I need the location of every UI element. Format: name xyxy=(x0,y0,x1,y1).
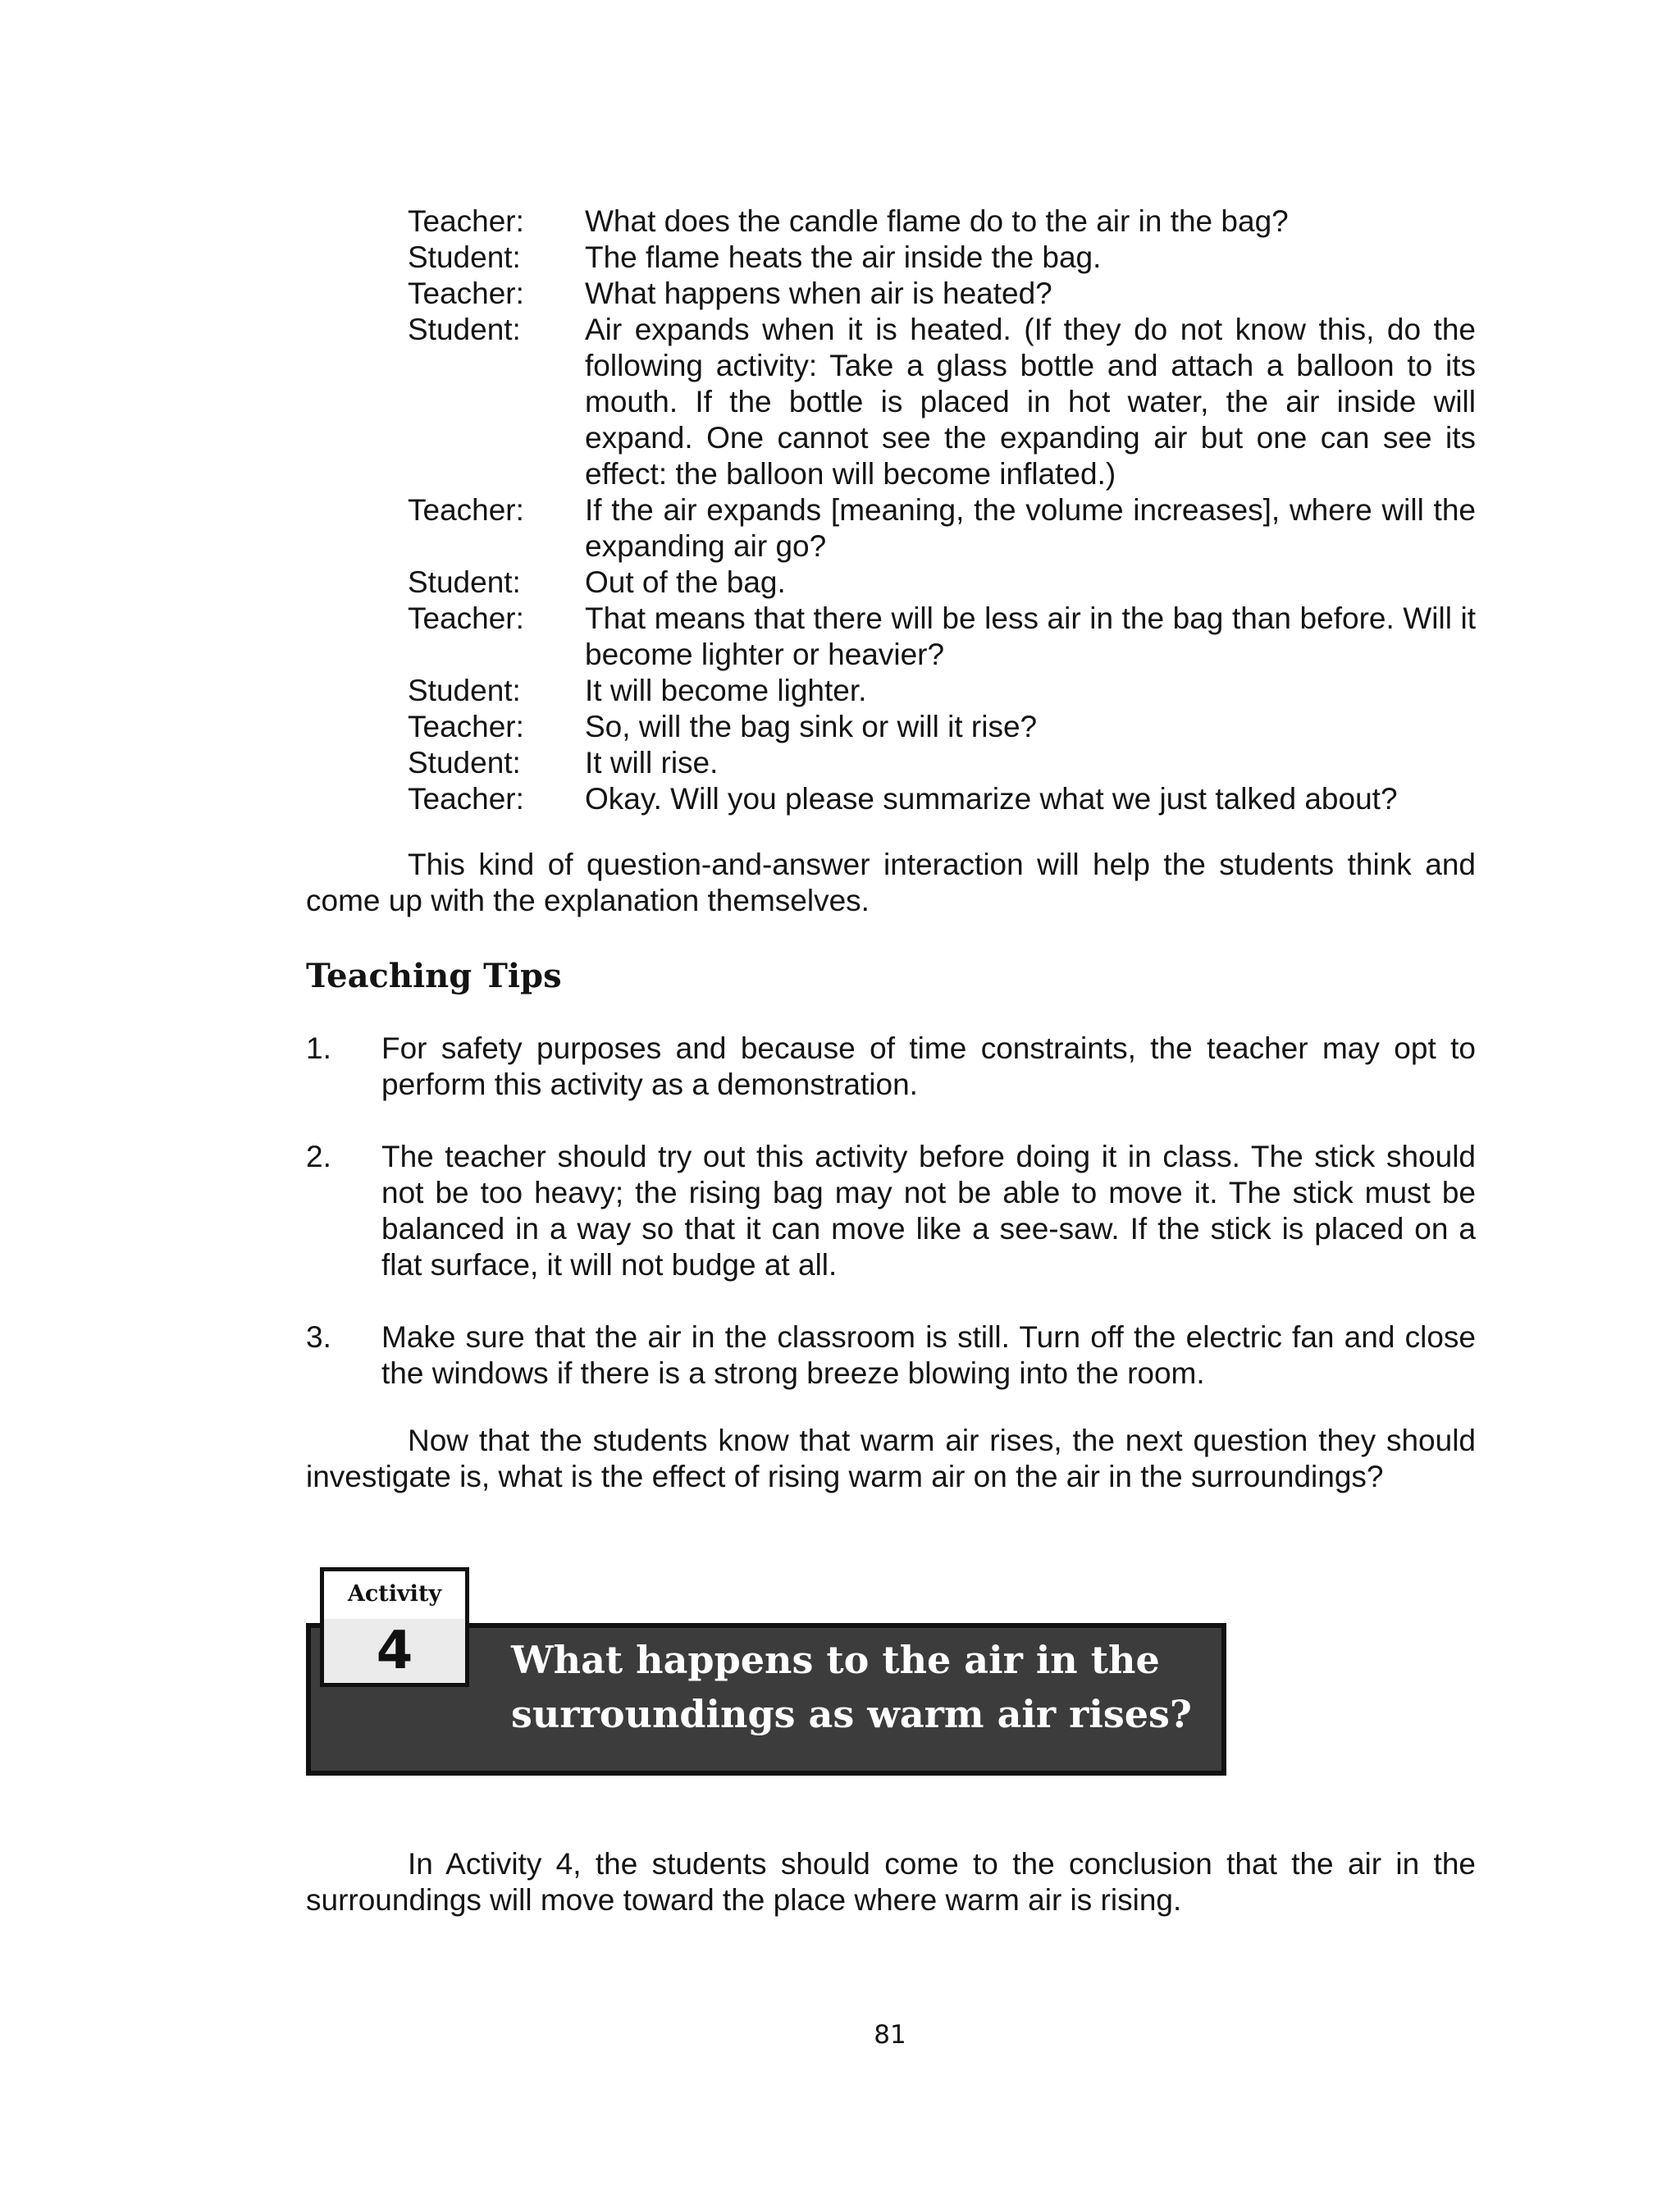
dialogue-speaker: Student: xyxy=(408,674,521,707)
activity-number: 4 xyxy=(376,1621,413,1681)
dialogue-line: Okay. Will you please summarize what we just talked about? xyxy=(585,782,1398,816)
dialogue-turn xyxy=(408,203,1476,240)
dialogue-line: Air expands when it is heated. (If they do not know this, do the following activity: Take a glass bottle and attach a balloon to its mouth. If the bottle is placed in hot water, the air inside will expand. One cannot see the expanding air but one can see its effect: the balloon will become inflated.) xyxy=(585,313,1476,491)
activity-label: Activity xyxy=(347,1581,442,1607)
list-item-text: The teacher should try out this activity before doing it in class. The stick should not be too heavy; the rising bag may not be able to move it. The stick must be balanced in a way so that it can move like a see-saw. If the stick is placed on a flat surface, it will not budge at all. xyxy=(381,1140,1476,1282)
dialogue-line: That means that there will be less air in the bag than before. Will it become lighter or heavier? xyxy=(585,601,1476,671)
dialogue-turn xyxy=(408,781,1476,817)
list-item-text: For safety purposes and because of time constraints, the teacher may opt to perform this activity as a demonstration. xyxy=(381,1031,1476,1101)
activity-title: What happens to the air in the surroundings as warm air rises? xyxy=(511,1638,1192,1736)
list-item-text: Make sure that the air in the classroom is still. Turn off the electric fan and close the windows if there is a strong breeze blowing into the room. xyxy=(381,1320,1476,1390)
teaching-tips-list xyxy=(306,1031,1476,1428)
dialogue-line: What happens when air is heated? xyxy=(585,277,1052,310)
list-item-number: 1. xyxy=(306,1031,331,1065)
dialogue-turn xyxy=(408,601,1476,673)
dialogue-line: It will rise. xyxy=(585,746,719,780)
activity4-paragraph: In Activity 4, the students should come to the conclusion that the air in the surroundings will move toward the place where warm air is rising. xyxy=(306,1847,1476,1917)
dialogue-turn xyxy=(408,565,1476,601)
dialogue-speaker: Student: xyxy=(408,240,521,274)
next-question-paragraph: Now that the students know that warm air rises, the next question they should investigate is, what is the effect of rising warm air on the air in the surroundings? xyxy=(306,1424,1476,1493)
page-number: 81 xyxy=(874,2020,906,2050)
list-item xyxy=(306,1031,1476,1103)
dialogue-turn xyxy=(408,276,1476,312)
dialogue-turn xyxy=(408,312,1476,492)
activity-number-badge xyxy=(320,1567,469,1687)
dialogue-turn xyxy=(408,240,1476,276)
list-item-number: 3. xyxy=(306,1320,331,1354)
dialogue-turn xyxy=(408,745,1476,781)
dialogue-speaker: Student: xyxy=(408,313,521,346)
dialogue-speaker: Teacher: xyxy=(408,710,524,743)
list-item xyxy=(306,1319,1476,1392)
dialogue-speaker: Teacher: xyxy=(408,493,524,527)
dialogue-turn xyxy=(408,709,1476,745)
teaching-tips-heading: Teaching Tips xyxy=(306,957,562,995)
dialogue-line: What does the candle flame do to the air in the bag? xyxy=(585,204,1289,238)
dialogue-speaker: Teacher: xyxy=(408,782,524,816)
dialogue-turn xyxy=(408,492,1476,565)
dialogue-speaker: Student: xyxy=(408,746,521,780)
dialogue-line: If the air expands [meaning, the volume increases], where will the expanding air go? xyxy=(585,493,1476,563)
dialogue-line: The flame heats the air inside the bag. xyxy=(585,240,1102,274)
teacher-student-dialogue xyxy=(408,203,1476,817)
interaction-paragraph: This kind of question-and-answer interaction will help the students think and come up with the explanation themselves. xyxy=(306,848,1476,917)
dialogue-speaker: Teacher: xyxy=(408,601,524,635)
list-item-number: 2. xyxy=(306,1140,331,1173)
dialogue-line: Out of the bag. xyxy=(585,565,786,599)
dialogue-turn xyxy=(408,673,1476,709)
dialogue-speaker: Teacher: xyxy=(408,277,524,310)
dialogue-line: So, will the bag sink or will it rise? xyxy=(585,710,1038,743)
dialogue-speaker: Teacher: xyxy=(408,204,524,238)
dialogue-speaker: Student: xyxy=(408,565,521,599)
dialogue-line: It will become lighter. xyxy=(585,674,867,707)
list-item xyxy=(306,1139,1476,1283)
